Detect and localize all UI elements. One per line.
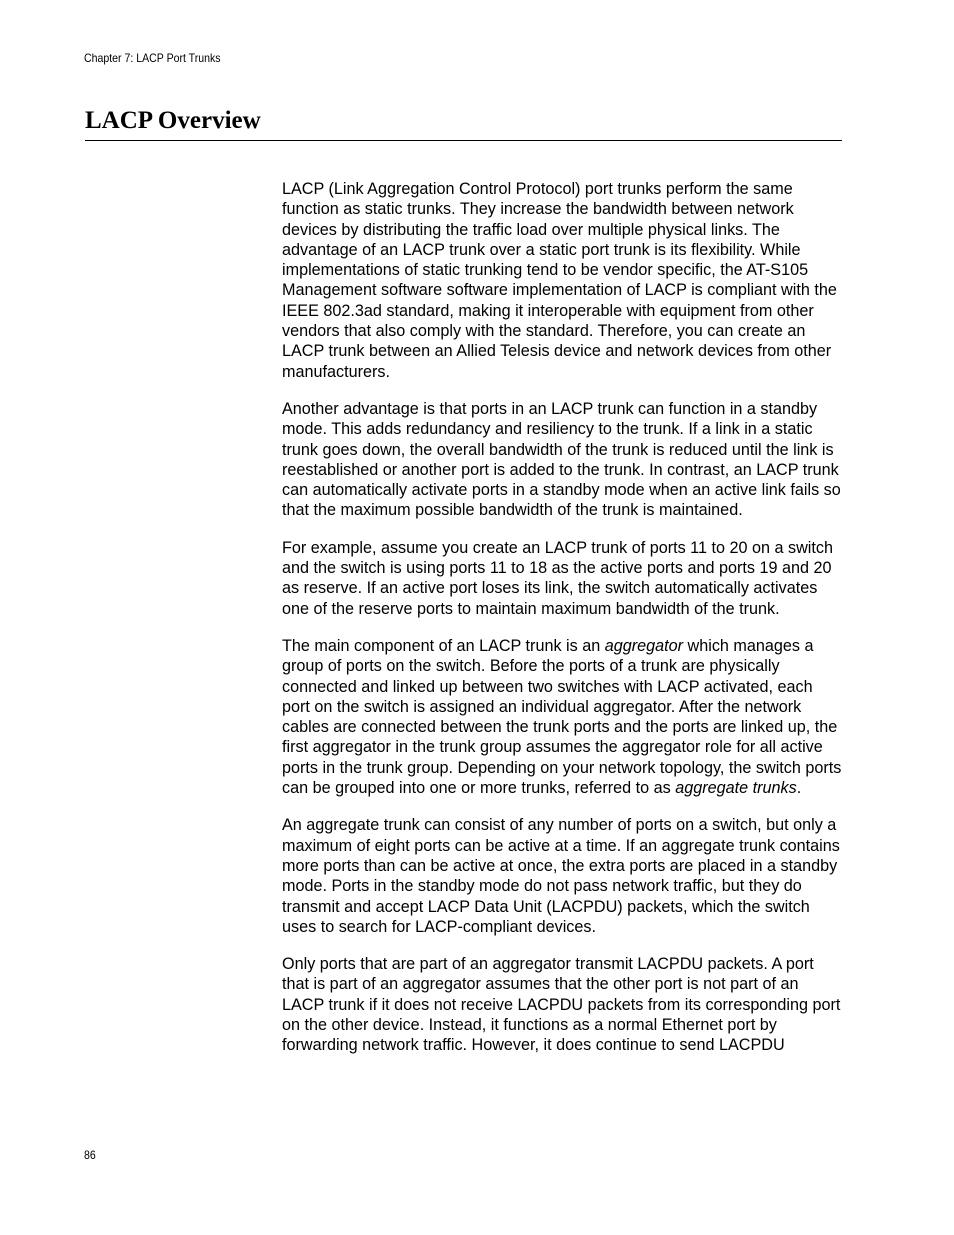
aggregator-text-middle: which manages a group of ports on the switch. Before the ports of a trunk are physically connected and linked up between two switches with LACP activated, each port on the switch is assigned an individual aggregator. After the network cables are connected between the trunk ports and the ports are linked up, the first aggregator in the trunk group assumes the aggregator role for all active ports in the trunk group. Depending on your network topology, the switch ports can be grouped into one or more trunks, referred to as [282, 636, 842, 798]
paragraph-lacp-intro: LACP (Link Aggregation Control Protocol) port trunks perform the same function as static trunks. They increase the bandwidth between network devices by distributing the traffic load over multiple physical links. The advantage of an LACP trunk over a static port trunk is its flexibility. While implementations of static trunking tend to be vendor specific, the AT-S105 Management software software implementation of LACP is compliant with the IEEE 802.3ad standard, making it interoperable with equipment from other vendors that also comply with the standard. Therefore, you can create an LACP trunk between an Allied Telesis device and network devices from other manufacturers. [282, 180, 837, 381]
page-number: 86 [84, 1148, 96, 1162]
paragraph-aggregate-trunk: An aggregate trunk can consist of any number of ports on a switch, but only a maximum of eight ports can be active at a time. If an aggregate trunk contains more ports than can be active at once, the extra ports are placed in a standby mode. Ports in the standby mode do not pass network traffic, but they do transmit and accept LACP Data Unit (LACPDU) packets, which the switch uses to search for LACP-compliant devices. [282, 816, 840, 936]
aggregate-trunks-term: aggregate trunks [675, 779, 797, 798]
aggregator-text-before: The main component of an LACP trunk is an [282, 636, 605, 655]
aggregator-text-after: . [796, 779, 802, 798]
title-rule [85, 140, 842, 141]
aggregator-term: aggregator [604, 636, 684, 655]
paragraph-example: For example, assume you create an LACP trunk of ports 11 to 20 on a switch and the switch is using ports 11 to 18 as the active ports and ports 19 and 20 as reserve. If an active port loses its link, the switch automatically activates one of the reserve ports to maintain maximum bandwidth of the trunk. [282, 538, 833, 618]
paragraph-lacpdu: Only ports that are part of an aggregator transmit LACPDU packets. A port that is part of an aggregator assumes that the other port is not part of an LACP trunk if it does not receive LACPDU packets from its corresponding port on the other device. Instead, it functions as a normal Ethernet port by forwarding network traffic. However, it does continue to send LACPDU [282, 955, 841, 1055]
paragraph-standby-advantage: Another advantage is that ports in an LACP trunk can function in a standby mode. This adds redundancy and resiliency to the trunk. If a link in a static trunk goes down, the overall bandwidth of the trunk is reduced until the link is reestablished or another port is added to the trunk. In contrast, an LACP trunk can automatically activate ports in a standby mode when an active link fails so that the maximum possible bandwidth of the trunk is maintained. [282, 399, 841, 520]
paragraph-aggregator [282, 636, 842, 798]
section-title: LACP Overview [85, 107, 261, 134]
running-head: Chapter 7: LACP Port Trunks [84, 51, 221, 65]
body-text [282, 179, 842, 1073]
